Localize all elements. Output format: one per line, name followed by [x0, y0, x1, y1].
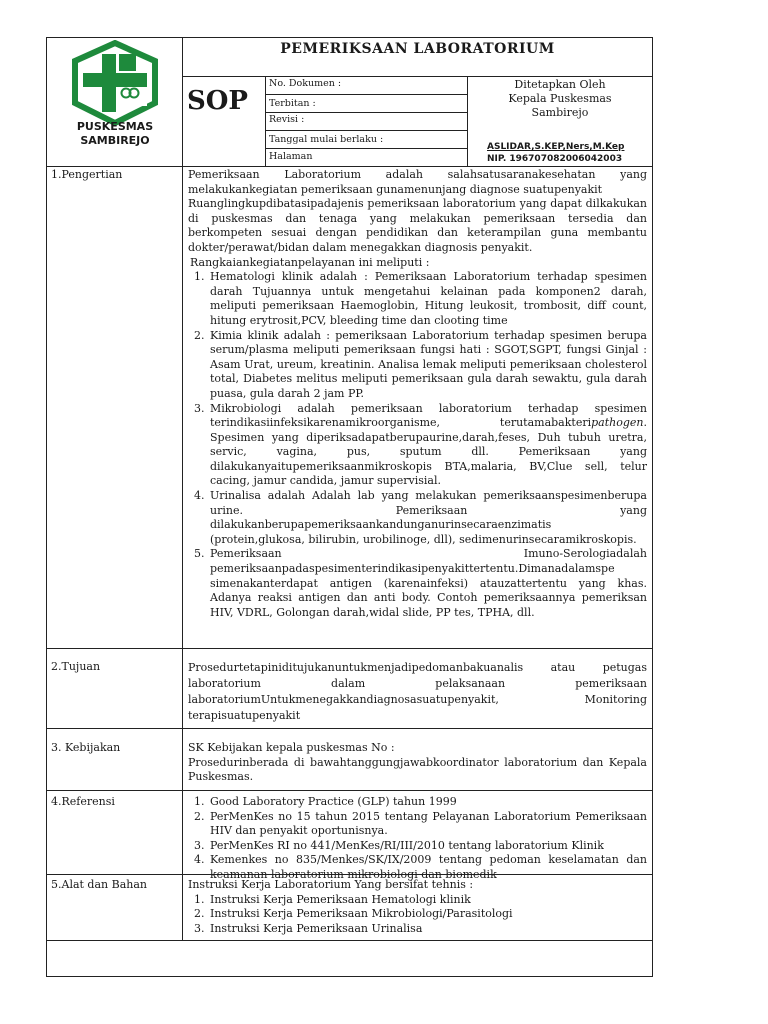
item-number: 3.	[194, 838, 205, 852]
column-divider	[182, 38, 183, 940]
kebijakan-line-1: SK Kebijakan kepala puskesmas No :	[188, 741, 395, 754]
section-body-kebijakan	[188, 741, 647, 785]
logo-line-2: SAMBIREJO	[80, 134, 150, 147]
item-text: Urinalisa adalah Adalah lab yang melakukan pemeriksaanspesimenberupa urine. Pemeriksaan yang dilakukanberupapemeriksaankandunganurinsecaraenzimatis (protein,glukosa, bilirubin, urobilinoge, dll), sedimenurinsecaramikroskopis.	[210, 489, 647, 546]
puskesmas-emblem-icon	[65, 40, 165, 126]
logo-line-1: PUSKESMAS	[76, 120, 154, 133]
list-item	[188, 839, 647, 854]
item-number: 2.	[194, 809, 205, 823]
item-text: Kemenkes no 835/Menkes/SK/IX/2009 tentang pedoman keselamatan dan keamanan laboratorium mikrobiologi dan biomedik	[210, 853, 647, 881]
ditetapkan-line-2: Kepala Puskesmas	[508, 92, 612, 105]
pengertian-intro-3: Rangkaiankegiatanpelayanan ini meliputi :	[190, 255, 430, 269]
list-item	[188, 922, 647, 937]
puskesmas-logo	[65, 40, 165, 164]
pengertian-intro-1: Pemeriksaan Laboratorium adalah salahsatusaranakesehatan yang melakukankegiatan pemeriksaan gunamenunjang diagnose suatupenyakit	[188, 168, 647, 196]
item-number: 4.	[194, 489, 205, 503]
meta-halaman: Halaman	[269, 151, 313, 162]
ditetapkan-line-1: Ditetapkan Oleh	[514, 78, 606, 91]
item-number: 2.	[194, 907, 205, 921]
ditetapkan-block	[467, 78, 653, 120]
page-title: PEMERIKSAAN LABORATORIUM	[280, 41, 555, 57]
section-divider	[47, 648, 653, 649]
item-text-continued: . Spesimen yang diperiksadapatberupaurine,darah,feses, Duh tubuh uretra, servic, vagina, pus, sputum dll. Pemeriksaan yang dilakukanyaitupemeriksaanmikroskopis BTA,malaria, BV,Clue sell, telur cacing, jamur candida, jamur supervisial.	[210, 416, 647, 488]
meta-no-dokumen: No. Dokumen :	[269, 78, 342, 89]
list-item	[188, 329, 647, 402]
item-number: 1.	[194, 795, 205, 808]
ditetapkan-line-3: Sambirejo	[531, 106, 589, 119]
kebijakan-line-2: Prosedurinberada di bawahtanggungjawabkoordinator laboratorium dan Kepala Puskesmas.	[188, 755, 647, 784]
item-text: Mikrobiologi adalah pemeriksaan laboratorium terhadap spesimen terindikasiinfeksikarenamikroorganisme, terutamabakteri	[210, 401, 647, 430]
item-number: 5.	[194, 547, 205, 561]
list-item	[188, 810, 647, 839]
item-number: 1.	[194, 892, 205, 906]
section-body-alat	[188, 878, 647, 936]
sop-divider	[265, 76, 266, 166]
meta-revisi: Revisi :	[269, 114, 305, 125]
section-label-alat: 5.Alat dan Bahan	[51, 878, 147, 891]
list-item	[188, 547, 647, 620]
section-body-pengertian	[188, 168, 647, 620]
section-label-pengertian: 1.Pengertian	[51, 168, 123, 181]
meta-terbitan: Terbitan :	[269, 98, 316, 109]
item-text: Good Laboratory Practice (GLP) tahun 1999	[210, 795, 457, 808]
list-item	[188, 402, 647, 490]
item-text: Instruksi Kerja Pemeriksaan Mikrobiologi/Parasitologi	[210, 907, 513, 921]
alat-list	[188, 893, 647, 937]
meta-tanggal: Tanggal mulai berlaku :	[269, 134, 384, 145]
section-label-kebijakan: 3. Kebijakan	[51, 741, 121, 754]
item-text: Hematologi klinik adalah : Pemeriksaan Laboratorium terhadap spesimen darah Tujuannya untuk mengetahui kelainan pada komponen2 darah, meliputi pemeriksaan Haemoglobin, Hitung leukosit, trombosit, diff count, hitung erytrosit,PCV, bleeding time dan clooting time	[210, 270, 647, 327]
list-item	[188, 270, 647, 328]
item-text: Kimia klinik adalah : pemeriksaan Laboratorium terhadap spesimen berupa serum/plasma meliputi pemeriksaan fungsi hati : SGOT,SGPT, fungsi Ginjal : Asam Urat, ureum, kreatinin. Analisa lemak meliputi pemeriksaan cholesterol total, Diabetes melitus meliputi pemeriksaan gula darah sewaktu, gula darah puasa, gula darah 2 jam PP.	[210, 328, 647, 400]
list-item	[188, 795, 647, 810]
item-text: PerMenKes no 15 tahun 2015 tentang Pelayanan Laboratorium Pemeriksaan HIV dan penyakit oportunisnya.	[210, 809, 647, 838]
referensi-list	[188, 795, 647, 883]
list-item	[188, 907, 647, 922]
item-text: Instruksi Kerja Pemeriksaan Hematologi klinik	[210, 892, 471, 906]
list-item	[188, 489, 647, 547]
item-number: 3.	[194, 921, 205, 935]
item-italic-text: pathogen	[591, 416, 644, 430]
pengertian-list	[188, 270, 647, 620]
section-divider	[47, 728, 653, 729]
alat-intro: Instruksi Kerja Laboratorium Yang bersifat tehnis :	[188, 878, 474, 891]
item-text: Instruksi Kerja Pemeriksaan Urinalisa	[210, 921, 423, 935]
sop-document	[46, 37, 653, 977]
section-label-tujuan: 2.Tujuan	[51, 660, 101, 673]
pengertian-intro-2: Ruanglingkupdibatasipadajenis pemeriksaan laboratorium yang dapat dilkakukan di puskesmas dan tenaga yang melakukan pemeriksaan tersedia dan berkompeten sesuai dengan pendidikan dan keterampilan guna membantu dokter/perawat/bidan dalam menegakkan diagnosis penyakit.	[188, 197, 647, 254]
item-number: 2.	[194, 328, 205, 342]
signatory-name: ASLIDAR,S.KEP,Ners,M.Kep	[487, 142, 625, 152]
list-item	[188, 893, 647, 908]
header-bottom-divider	[47, 166, 653, 167]
signatory-nip: NIP. 196707082006042003	[487, 154, 623, 164]
section-label-referensi: 4.Referensi	[51, 795, 115, 808]
section-divider	[47, 790, 653, 791]
item-number: 4.	[194, 853, 205, 867]
sop-label: SOP	[187, 86, 248, 116]
meta-fields	[269, 76, 465, 166]
item-text: Pemeriksaan Imuno-Serologiadalah pemeriksaanpadaspesimenterindikasipenyakittertentu.Dimanadalamspe simenakanterdapat antigen (karenainfeksi) atauzattertentu yang khas. Adanya reaksi antigen dan anti body. Contoh pemeriksaannya pemeriksan HIV, VDRL, Golongan darah,widal slide, PP tes, TPHA, dll.	[210, 547, 647, 619]
section-divider	[47, 940, 653, 941]
section-body-tujuan: Prosedurtetapiniditujukanuntukmenjadipedomanbakuanalis atau petugas laboratorium dalam pelaksanaan pemeriksaan laboratoriumUntukmenegakkandiagnosasuatupenyakit, Monitoring terapisuatupenyakit	[188, 661, 647, 722]
section-body-referensi	[188, 795, 647, 883]
logo-caption	[61, 120, 169, 148]
item-text: PerMenKes RI no 441/MenKes/RI/III/2010 tentang laboratorium Klinik	[210, 838, 604, 852]
item-number: 1.	[194, 270, 205, 284]
item-number: 3.	[194, 401, 205, 415]
